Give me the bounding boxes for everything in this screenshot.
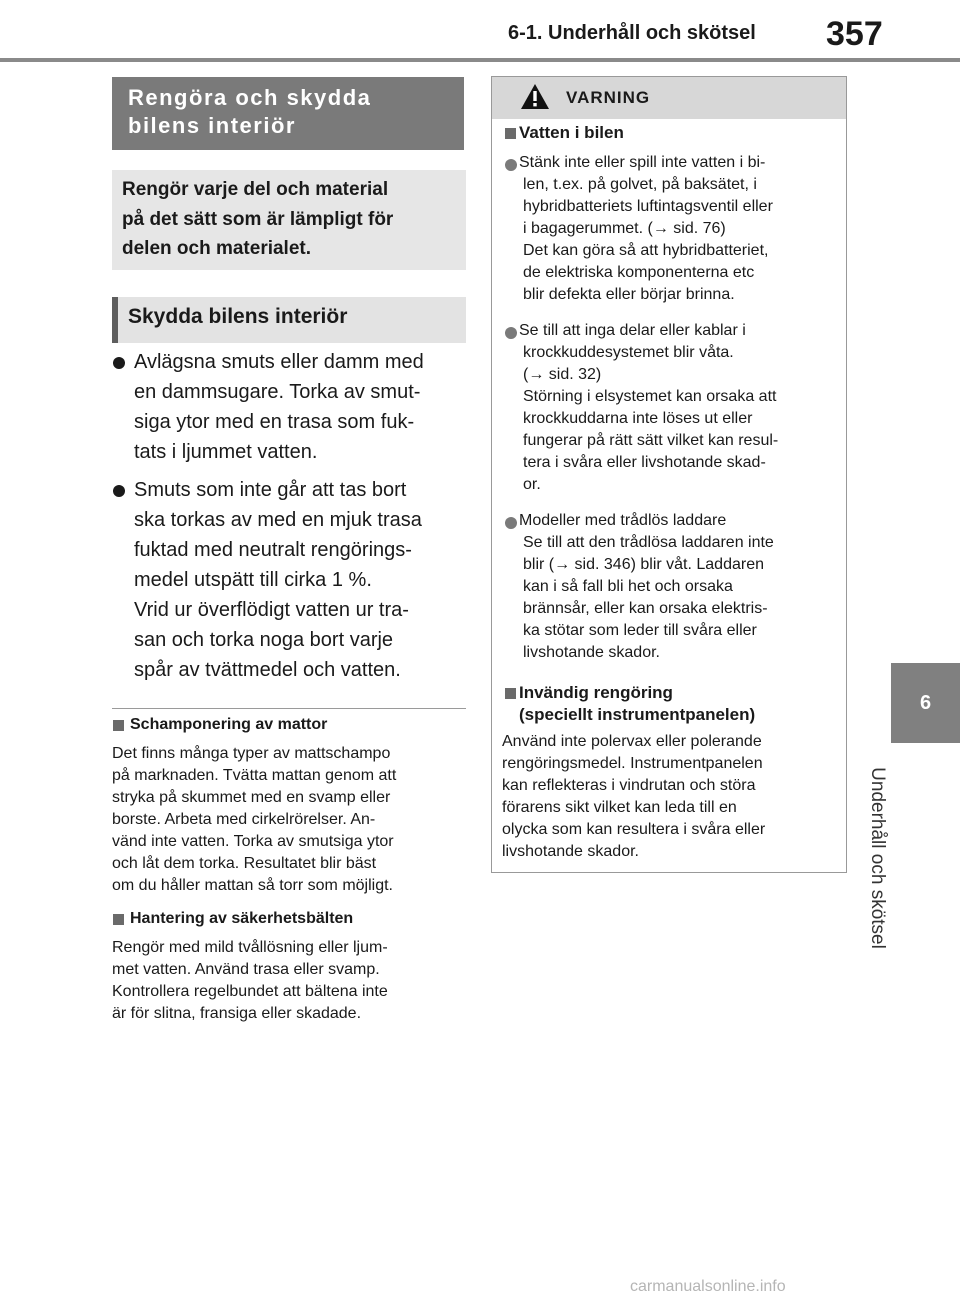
bullet-line: spår av tvättmedel och vatten.	[134, 659, 401, 681]
bullet-line: Smuts som inte går att tas bort	[134, 479, 407, 501]
chapter-tab[interactable]	[891, 663, 960, 743]
chapter-title: 6-1. Underhåll och skötsel	[508, 22, 756, 44]
bullet-line: en dammsugare. Torka av smut-	[134, 381, 421, 403]
warning-line: blir (→ sid. 346) blir våt. Laddaren	[523, 556, 764, 573]
square-bullet-icon	[505, 128, 516, 139]
warning-line: hybridbatteriets luftintagsventil eller	[523, 198, 773, 215]
warning-line: Stänk inte eller spill inte vatten i bi-	[519, 154, 766, 171]
warning-line: ka stötar som leder till svåra eller	[523, 622, 757, 639]
warning-line: olycka som kan resultera i svåra eller	[502, 821, 766, 838]
warning-line: Det kan göra så att hybridbatteriet,	[523, 242, 769, 259]
circle-bullet-icon	[505, 517, 517, 529]
warning-line: livshotande skador.	[502, 843, 639, 860]
warning-line: krockkuddarna inte löses ut eller	[523, 410, 753, 427]
warning-line: len, t.ex. på golvet, på baksätet, i	[523, 176, 757, 193]
warning-line: or.	[523, 476, 541, 493]
bullet-line: ska torkas av med en mjuk trasa	[134, 509, 422, 531]
header-rule	[0, 58, 960, 62]
warning-line: Se till att inga delar eller kablar i	[519, 322, 746, 339]
note-line: Kontrollera regelbundet att bältena inte	[112, 983, 388, 1000]
chapter-side-label-text: Underhåll och skötsel	[867, 767, 888, 949]
chapter-tab-number: 6	[919, 692, 932, 714]
warning-title: VARNING	[566, 88, 651, 107]
bullet-line: Avlägsna smuts eller damm med	[134, 351, 424, 373]
note-title: Schamponering av mattor	[130, 716, 328, 733]
warning-line: Modeller med trådlös laddare	[519, 512, 727, 529]
watermark-text: carmanualsonline.info	[630, 1278, 786, 1295]
note-line: och låt dem torka. Resultatet blir bäst	[112, 855, 377, 872]
warning-box	[491, 76, 847, 873]
warning-triangle-icon	[520, 83, 550, 110]
circle-bullet-icon	[505, 327, 517, 339]
circle-bullet-icon	[505, 159, 517, 171]
bullet-line: san och torka noga bort varje	[134, 629, 394, 651]
intro-box	[112, 170, 466, 270]
warning-line: fungerar på rätt sätt vilket kan resul-	[523, 432, 779, 449]
warning-line: kan reflekteras i vindrutan och störa	[502, 777, 756, 794]
warning-section-title: Invändig rengöring	[519, 683, 673, 702]
warning-line: livshotande skador.	[523, 644, 660, 661]
bullet-line: siga ytor med en trasa som fuk-	[134, 411, 415, 433]
note-line: Det finns många typer av mattschampo	[112, 745, 391, 762]
note-line: vänd inte vatten. Torka av smutsiga ytor	[112, 833, 394, 850]
warning-line: krockkuddesystemet blir våta.	[523, 344, 734, 361]
note-line: Rengör med mild tvållösning eller ljum-	[112, 939, 388, 956]
page-header	[0, 0, 960, 62]
note-line: met vatten. Använd trasa eller svamp.	[112, 961, 380, 978]
subsection-title	[112, 297, 466, 343]
section-divider	[112, 708, 466, 709]
section-title-line: Rengöra och skydda	[128, 85, 372, 110]
note-line: om du håller mattan så torr som möjligt.	[112, 877, 393, 894]
bullet-icon	[113, 485, 125, 497]
warning-line: rengöringsmedel. Instrumentpanelen	[502, 755, 763, 772]
section-title	[112, 77, 464, 150]
warning-line: kan i så fall bli het och orsaka	[523, 578, 733, 595]
note-line: stryka på skummet med en svamp eller	[112, 789, 391, 806]
bullet-icon	[113, 357, 125, 369]
warning-header	[492, 77, 846, 119]
bullet-line: Vrid ur överflödigt vatten ur tra-	[134, 599, 409, 621]
note-line: är för slitna, fransiga eller skadade.	[112, 1005, 362, 1022]
square-bullet-icon	[113, 914, 124, 925]
page-number: 357	[826, 15, 883, 53]
bullet-line: medel utspätt till cirka 1 %.	[134, 569, 372, 591]
warning-line: Använd inte polervax eller polerande	[502, 733, 762, 750]
intro-line: Rengör varje del och material	[122, 179, 389, 200]
warning-line: de elektriska komponenterna etc	[523, 264, 755, 281]
warning-line: brännsår, eller kan orsaka elektris-	[523, 600, 768, 617]
section-title-line: bilens interiör	[128, 113, 296, 138]
warning-line: blir defekta eller börjar brinna.	[523, 286, 735, 303]
square-bullet-icon	[113, 720, 124, 731]
note-line: borste. Arbeta med cirkelrörelser. An-	[112, 811, 376, 828]
warning-line: (→ sid. 32)	[523, 366, 602, 383]
warning-section-title: Vatten i bilen	[519, 123, 624, 142]
warning-line: förarens sikt vilket kan leda till en	[502, 799, 737, 816]
warning-section-title: (speciellt instrumentpanelen)	[519, 705, 756, 724]
note-line: på marknaden. Tvätta mattan genom att	[112, 767, 397, 784]
warning-line: i bagagerummet. (→ sid. 76)	[523, 220, 726, 237]
bullet-line: fuktad med neutralt rengörings-	[134, 539, 412, 561]
warning-line: Störning i elsystemet kan orsaka att	[523, 388, 777, 405]
subsection-title-bar	[112, 297, 118, 343]
warning-line: tera i svåra eller livshotande skad-	[523, 454, 766, 471]
intro-line: delen och materialet.	[122, 238, 312, 259]
bullet-line: tats i ljummet vatten.	[134, 441, 318, 463]
warning-line: Se till att den trådlösa laddaren inte	[523, 534, 774, 551]
square-bullet-icon	[505, 688, 516, 699]
note-title: Hantering av säkerhetsbälten	[130, 910, 354, 927]
intro-line: på det sätt som är lämpligt för	[122, 209, 394, 230]
subsection-title-text: Skydda bilens interiör	[128, 305, 348, 328]
